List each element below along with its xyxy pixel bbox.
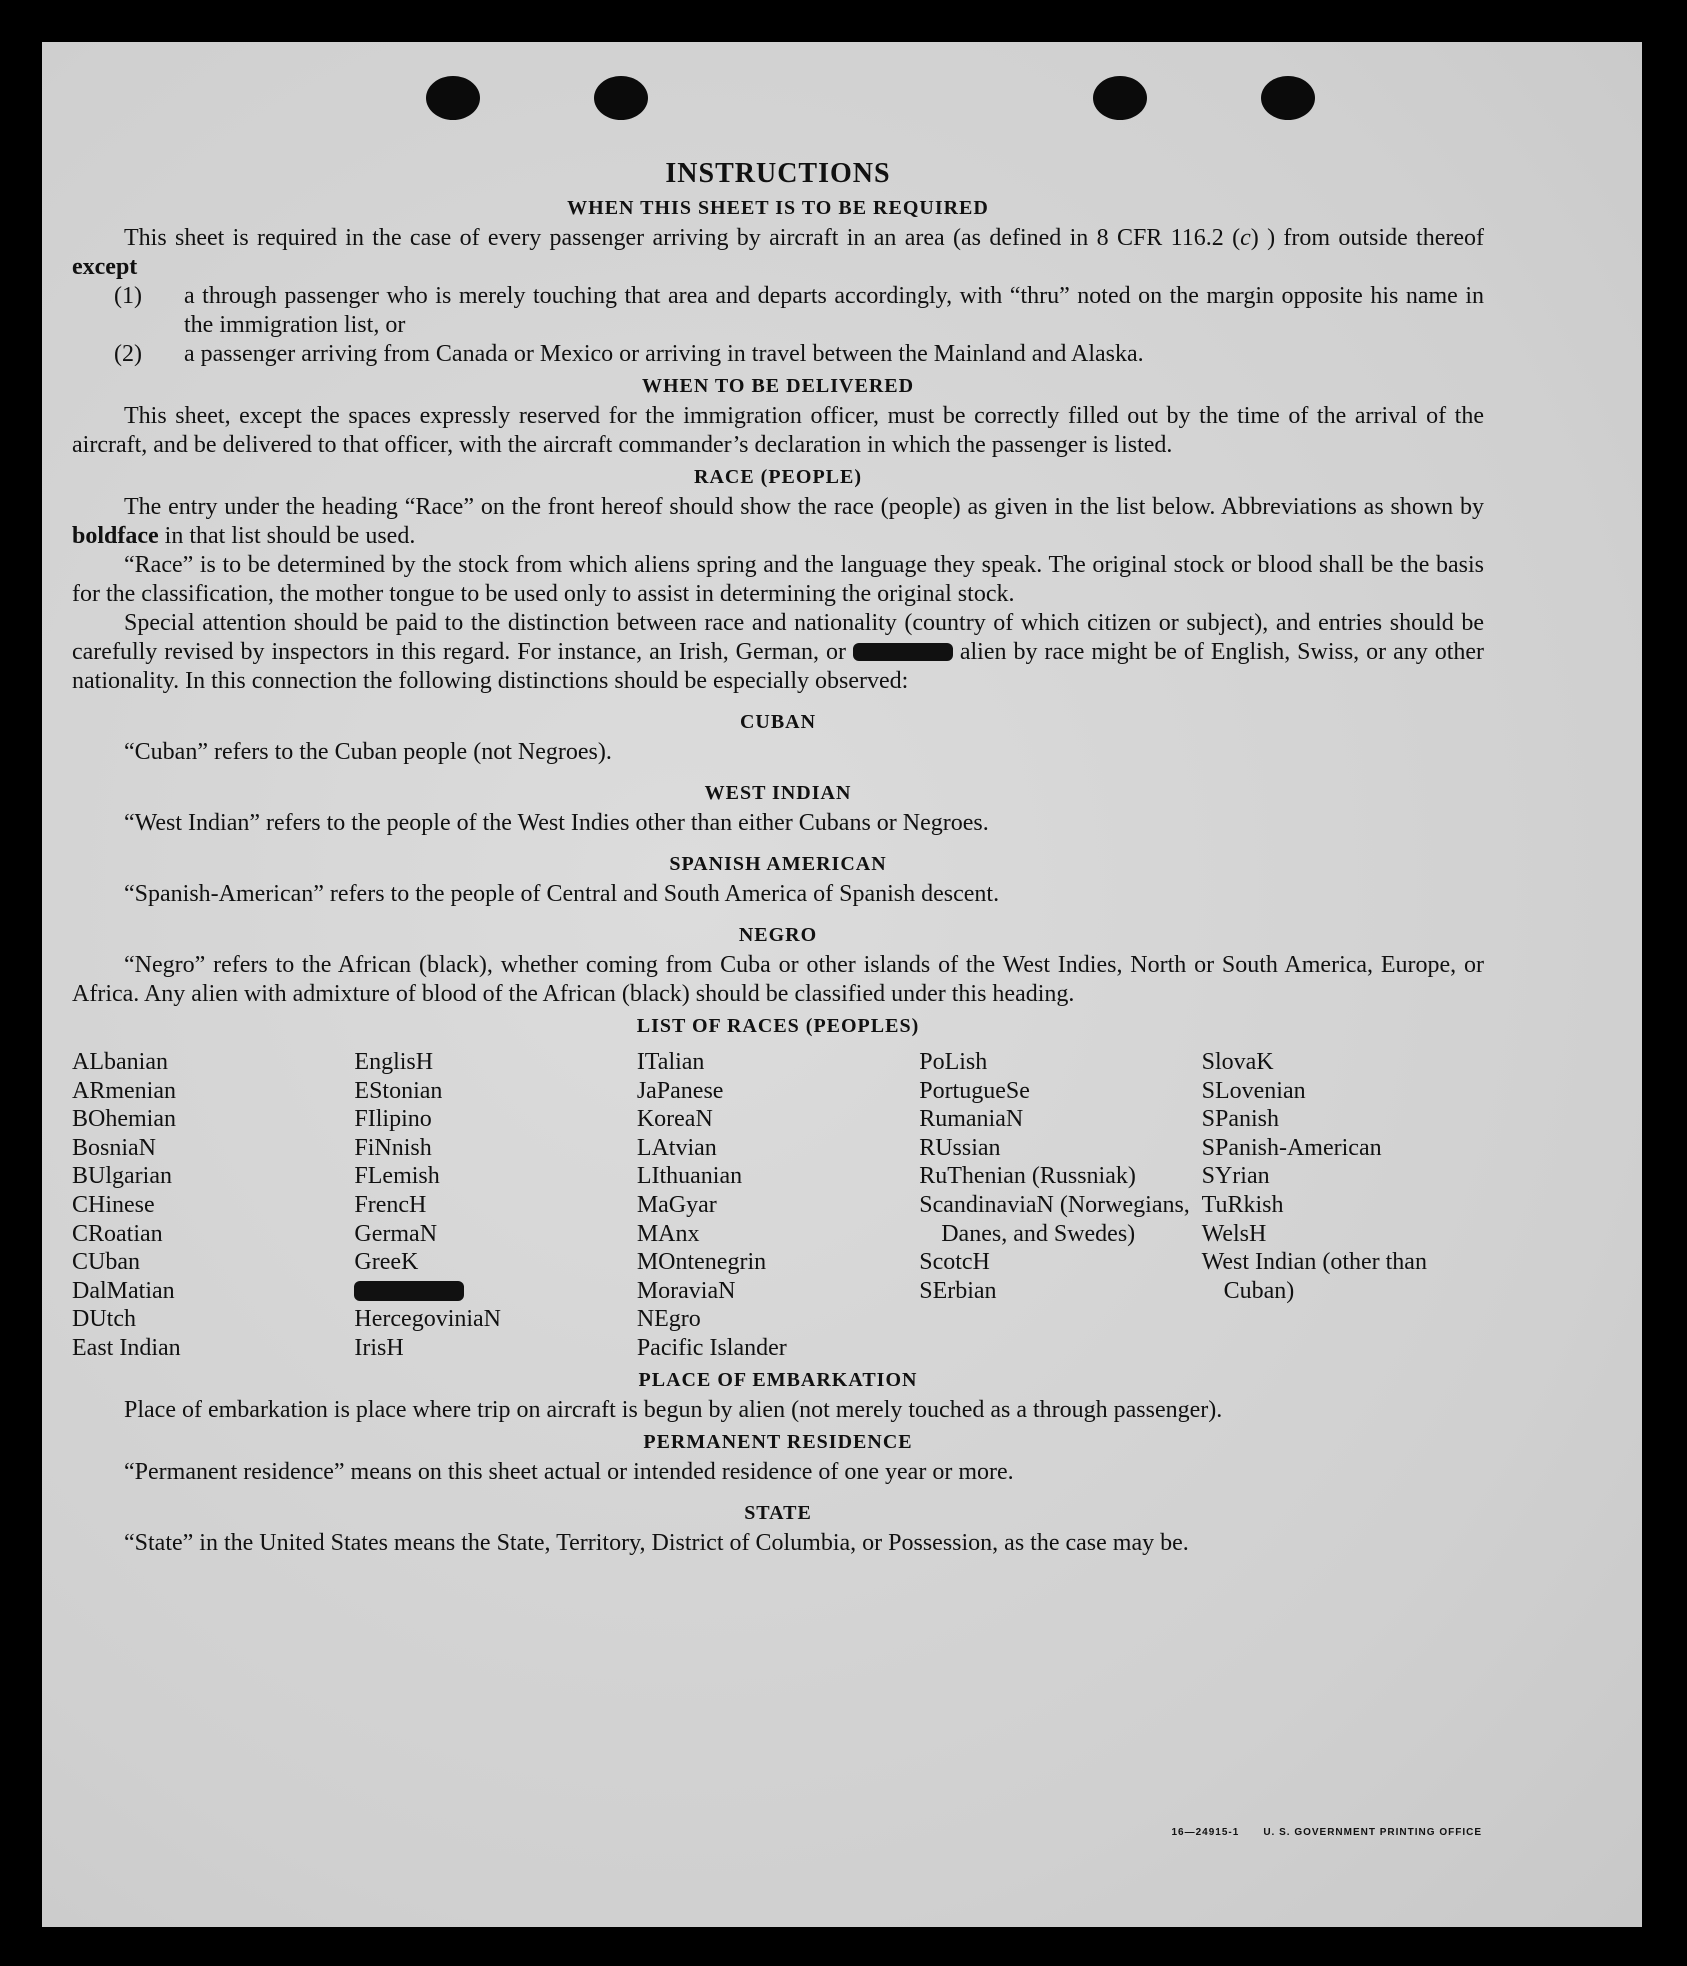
race-item: FrencH <box>354 1191 427 1218</box>
instructions-content <box>72 157 1484 1558</box>
race-item: NEgro <box>636 1306 701 1333</box>
race-item: BosniaN <box>72 1134 156 1161</box>
race-item: SPanish <box>1201 1106 1279 1133</box>
race-item: HercegoviniaN <box>354 1306 502 1333</box>
delivered-text: This sheet, except the spaces expressly reserved for the immigration officer, must be correctly filled out by the time of the arrival of the aircraft, and be delivered to that officer, with the aircraft commander’s declaration in which the passenger is listed. <box>72 403 1484 458</box>
embarkation-text: Place of embarkation is place where trip on aircraft is begun by alien (not merely touched as a through passenger). <box>124 1396 1223 1423</box>
race-item: CHinese <box>72 1191 155 1218</box>
race-item: FLemish <box>354 1163 440 1190</box>
heading-negro: NEGRO <box>738 924 818 946</box>
race-item: BUlgarian <box>72 1163 172 1190</box>
race-item: ARmenian <box>72 1077 176 1104</box>
race-item: SPanish-American <box>1201 1134 1382 1161</box>
heading-list-of-races: LIST OF RACES (PEOPLES) <box>636 1015 920 1037</box>
race-paragraph-2: “Race” is to be determined by the stock from which aliens spring and the language they speak. The original stock or blood shall be the basis for the classification, the mother tongue to be used only to assist in determining the original stock. <box>72 552 1484 607</box>
race-item: IrisH <box>354 1334 404 1361</box>
race-item: FiNnish <box>354 1134 432 1161</box>
race-item: JaPanese <box>636 1077 724 1104</box>
redaction-mark <box>853 643 953 661</box>
race-item: SLovenian <box>1201 1077 1306 1104</box>
race-item: GermaN <box>354 1220 438 1247</box>
race-column <box>919 1048 1201 1363</box>
west-indian-text: “West Indian” refers to the people of the West Indies other than either Cubans or Negroes. <box>124 810 989 836</box>
race-item: SYrian <box>1201 1163 1270 1190</box>
race-item: RUssian <box>919 1134 1001 1161</box>
race-item: DalMatian <box>72 1277 175 1304</box>
race-list <box>72 1048 1484 1363</box>
heading-required: WHEN THIS SHEET IS TO BE REQUIRED <box>567 197 989 219</box>
race-item: East Indian <box>72 1334 181 1361</box>
heading-race: RACE (PEOPLE) <box>694 466 862 488</box>
race-paragraph-1: The entry under the heading “Race” on the front hereof should show the race (people) as given in the list below. Abbreviations as shown by boldface in that list should be used. <box>72 494 1484 549</box>
printer-name: U. S. GOVERNMENT PRINTING OFFICE <box>1263 1827 1482 1838</box>
race-item: TuRkish <box>1201 1191 1284 1218</box>
race-item: RumaniaN <box>919 1106 1024 1133</box>
race-item: SlovaK <box>1201 1049 1274 1075</box>
race-item: ScotcH <box>919 1249 990 1276</box>
spanish-american-text: “Spanish-American” refers to the people of Central and South America of Spanish descent. <box>124 881 1000 907</box>
race-item: LIthuanian <box>636 1163 743 1190</box>
punch-hole <box>594 76 648 120</box>
race-item: CUban <box>72 1249 140 1276</box>
form-number: 16—24915-1 <box>1171 1827 1240 1838</box>
print-footer <box>1147 1827 1482 1838</box>
race-paragraph-3: Special attention should be paid to the distinction between race and nationality (country of which citizen or subject), and entries should be carefully revised by inspectors in this regard. For instance, an Irish, German, or alien by race might be of English, Swiss, or any other nationality. In this connection the following distinctions should be especially observed: <box>72 610 1485 694</box>
race-item: MAnx <box>636 1220 700 1247</box>
race-item: WelsH <box>1201 1220 1267 1247</box>
race-item: MOntenegrin <box>636 1249 767 1276</box>
heading-embarkation: PLACE OF EMBARKATION <box>638 1368 918 1391</box>
required-intro: This sheet is required in the case of every passenger arriving by aircraft in an area (as defined in 8 CFR 116.2 (c) ) from outside thereof except <box>72 225 1485 280</box>
heading-spanish-american: SPANISH AMERICAN <box>669 853 887 875</box>
race-item: PortugueSe <box>919 1077 1030 1104</box>
heading-west-indian: WEST INDIAN <box>704 782 852 804</box>
required-item-2: (2) a passenger arriving from Canada or Mexico or arriving in travel between the Mainland and Alaska. <box>114 341 1144 367</box>
race-item: ITalian <box>636 1049 705 1075</box>
cuban-text: “Cuban” refers to the Cuban people (not Negroes). <box>124 739 612 765</box>
punch-hole <box>426 76 480 120</box>
race-item: KoreaN <box>636 1106 713 1133</box>
document-sheet <box>42 42 1642 1927</box>
race-item: RuThenian (Russniak) <box>919 1163 1136 1190</box>
race-item: DUtch <box>72 1306 136 1333</box>
race-item: ALbanian <box>72 1049 168 1075</box>
race-column <box>72 1048 354 1363</box>
race-item: EStonian <box>354 1077 443 1104</box>
negro-text: “Negro” refers to the African (black), whether coming from Cuba or other islands of the West Indies, North or South America, Europe, or Africa. Any alien with admixture of blood of the African (black) should be classified under this heading. <box>72 952 1484 1007</box>
race-item: West Indian (other than Cuban) <box>1201 1249 1427 1304</box>
heading-residence: PERMANENT RESIDENCE <box>643 1430 913 1453</box>
punch-hole <box>1093 76 1147 120</box>
state-text: “State” in the United States means the State, Territory, District of Columbia, or Possession, as the case may be. <box>124 1529 1189 1556</box>
required-item-1: (1) a through passenger who is merely touching that area and departs accordingly, with “thru” noted on the margin opposite his name in the immigration list, or <box>114 283 1484 338</box>
residence-text: “Permanent residence” means on this sheet actual or intended residence of one year or more. <box>124 1458 1014 1485</box>
punch-hole <box>1261 76 1315 120</box>
race-item: ScandinaviaN (Norwegians, Danes, and Swedes) <box>919 1191 1190 1247</box>
heading-delivered: WHEN TO BE DELIVERED <box>641 375 915 397</box>
race-item: EnglisH <box>354 1049 434 1075</box>
race-column <box>1202 1048 1484 1363</box>
race-column <box>354 1048 636 1363</box>
race-item: MoraviaN <box>636 1277 736 1304</box>
page-title: INSTRUCTIONS <box>665 158 891 189</box>
race-item: PoLish <box>919 1049 988 1075</box>
race-item: GreeK <box>354 1249 419 1276</box>
heading-state: STATE <box>744 1501 812 1524</box>
race-item: BOhemian <box>72 1106 176 1133</box>
race-item: Pacific Islander <box>636 1334 787 1361</box>
race-item: MaGyar <box>636 1191 717 1218</box>
race-item: FIlipino <box>354 1106 432 1133</box>
race-item: CRoatian <box>72 1220 163 1247</box>
race-item: LAtvian <box>636 1134 717 1161</box>
heading-cuban: CUBAN <box>739 711 817 733</box>
race-item: SErbian <box>919 1277 997 1304</box>
race-item-redacted <box>354 1277 636 1306</box>
race-column <box>637 1048 919 1363</box>
